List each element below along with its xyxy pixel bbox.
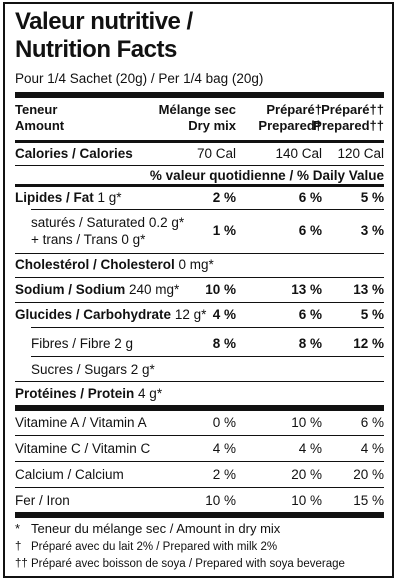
divider: [15, 277, 384, 278]
footnote-milk: [15, 541, 277, 553]
dry-mix-header: [159, 102, 236, 134]
divider-thick: [15, 92, 384, 98]
amount-header: [15, 102, 64, 134]
fat-row: [15, 190, 384, 205]
sodium-dry-mix: 10 %: [205, 282, 236, 297]
vitamin-a-prepared-soya: 6 %: [360, 415, 384, 430]
saturated-label: saturés / Saturated 0.2 g*: [31, 215, 185, 230]
iron-row: [15, 493, 384, 508]
iron-prepared-soya: 15 %: [353, 493, 384, 508]
dry-mix-header-fr: Mélange sec: [158, 102, 236, 117]
divider: [31, 356, 384, 357]
amount-header-en: Amount: [15, 118, 65, 133]
divider-mid: [15, 140, 384, 143]
prepared-soya-header: [313, 102, 384, 134]
divider: [15, 302, 384, 303]
fat-dry-mix: 2 %: [212, 190, 236, 205]
sodium-prepared-soya: 13 %: [353, 282, 384, 297]
fibre-prepared-milk: 8 %: [298, 336, 322, 351]
calories-prepared-soya: 120 Cal: [337, 146, 384, 161]
panel-title: [15, 8, 193, 64]
calcium-row: [15, 467, 384, 482]
calories-dry-mix: 70 Cal: [196, 146, 236, 161]
prepared-milk-header-fr: Préparé†: [266, 102, 322, 117]
vitamin-c-row: [15, 441, 384, 456]
carbohydrate-dry-mix: 4 %: [212, 307, 236, 322]
footnote-dagger: †: [15, 541, 22, 553]
divider: [31, 209, 384, 210]
calories-label: Calories / Calories: [15, 146, 133, 161]
cholesterol-label: Cholestérol / Cholesterol: [15, 257, 175, 272]
column-header-row: [15, 102, 384, 136]
calories-row: [15, 146, 384, 161]
carbohydrate-row: [15, 307, 384, 322]
cholesterol-amount: 0 mg*: [178, 257, 214, 272]
sodium-amount: 240 mg*: [129, 282, 180, 297]
calcium-dry-mix: 2 %: [212, 467, 236, 482]
sodium-label: Sodium / Sodium: [15, 282, 126, 297]
saturated-prepared-milk: 6 %: [298, 223, 322, 238]
fibre-label: Fibres / Fibre 2 g: [31, 336, 134, 351]
divider-thick: [15, 405, 384, 411]
vitamin-c-label: Vitamine C / Vitamin C: [15, 441, 151, 456]
prepared-soya-header-fr: Préparé††: [321, 102, 384, 117]
divider: [15, 435, 384, 436]
vitamin-a-dry-mix: 0 %: [212, 415, 236, 430]
protein-label: Protéines / Protein: [15, 386, 135, 401]
footnote-soya-text: Préparé avec boisson de soya / Prepared with soya beverage: [31, 558, 345, 570]
carbohydrate-prepared-milk: 6 %: [298, 307, 322, 322]
protein-row: [15, 386, 384, 401]
nutrition-facts-panel: [3, 2, 394, 578]
divider: [15, 461, 384, 462]
carbohydrate-prepared-soya: 5 %: [360, 307, 384, 322]
divider: [15, 165, 384, 166]
sugars-label: Sucres / Sugars 2 g*: [31, 362, 155, 377]
trans-label: + trans / Trans 0 g*: [31, 232, 146, 247]
amount-header-fr: Teneur: [15, 102, 58, 117]
carbohydrate-amount: 12 g*: [174, 307, 207, 322]
divider-mid: [15, 184, 384, 187]
vitamin-c-prepared-soya: 4 %: [360, 441, 384, 456]
iron-prepared-milk: 10 %: [291, 493, 322, 508]
iron-label: Fer / Iron: [15, 493, 70, 508]
divider: [15, 381, 384, 382]
vitamin-a-row: [15, 415, 384, 430]
vitamin-a-prepared-milk: 10 %: [291, 415, 322, 430]
footnote-double-dagger: ††: [15, 558, 28, 570]
calcium-prepared-soya: 20 %: [353, 467, 384, 482]
calcium-prepared-milk: 20 %: [291, 467, 322, 482]
prepared-soya-header-en: Prepared††: [313, 118, 384, 133]
footnote-milk-text: Préparé avec du lait 2% / Prepared with milk 2%: [31, 541, 278, 553]
saturated-prepared-soya: 3 %: [360, 223, 384, 238]
daily-value-header: % valeur quotidienne / % Daily Value: [149, 168, 384, 183]
sodium-prepared-milk: 13 %: [291, 282, 322, 297]
cholesterol-row: [15, 257, 384, 272]
footnote-soya: [15, 558, 345, 570]
footnote-dry-mix: [15, 521, 280, 536]
fat-amount: 1 g*: [97, 190, 122, 205]
divider: [15, 253, 384, 254]
title-english: Nutrition Facts: [15, 36, 177, 63]
vitamin-a-label: Vitamine A / Vitamin A: [15, 415, 147, 430]
title-french: Valeur nutritive /: [15, 8, 193, 35]
prepared-milk-header-en: Prepared†: [258, 118, 322, 133]
divider: [31, 327, 384, 328]
fibre-dry-mix: 8 %: [212, 336, 236, 351]
saturated-trans-row: [15, 214, 384, 250]
carbohydrate-label: Glucides / Carbohydrate: [15, 307, 172, 322]
footnote-dry-mix-text: Teneur du mélange sec / Amount in dry mix: [31, 521, 281, 536]
saturated-dry-mix: 1 %: [212, 223, 236, 238]
vitamin-c-dry-mix: 4 %: [212, 441, 236, 456]
divider-thick: [15, 512, 384, 518]
protein-amount: 4 g*: [138, 386, 163, 401]
saturated-trans-label: [31, 214, 184, 248]
footnote-asterisk: *: [15, 521, 21, 536]
calcium-label: Calcium / Calcium: [15, 467, 124, 482]
sodium-row: [15, 282, 384, 297]
fat-prepared-soya: 5 %: [360, 190, 384, 205]
fat-label: Lipides / Fat: [15, 190, 94, 205]
divider: [15, 487, 384, 488]
calories-prepared-milk: 140 Cal: [275, 146, 322, 161]
vitamin-c-prepared-milk: 4 %: [298, 441, 322, 456]
iron-dry-mix: 10 %: [205, 493, 236, 508]
serving-size: Pour 1/4 Sachet (20g) / Per 1/4 bag (20g): [15, 71, 264, 86]
fibre-prepared-soya: 12 %: [353, 336, 384, 351]
fat-prepared-milk: 6 %: [298, 190, 322, 205]
dry-mix-header-en: Dry mix: [188, 118, 236, 133]
